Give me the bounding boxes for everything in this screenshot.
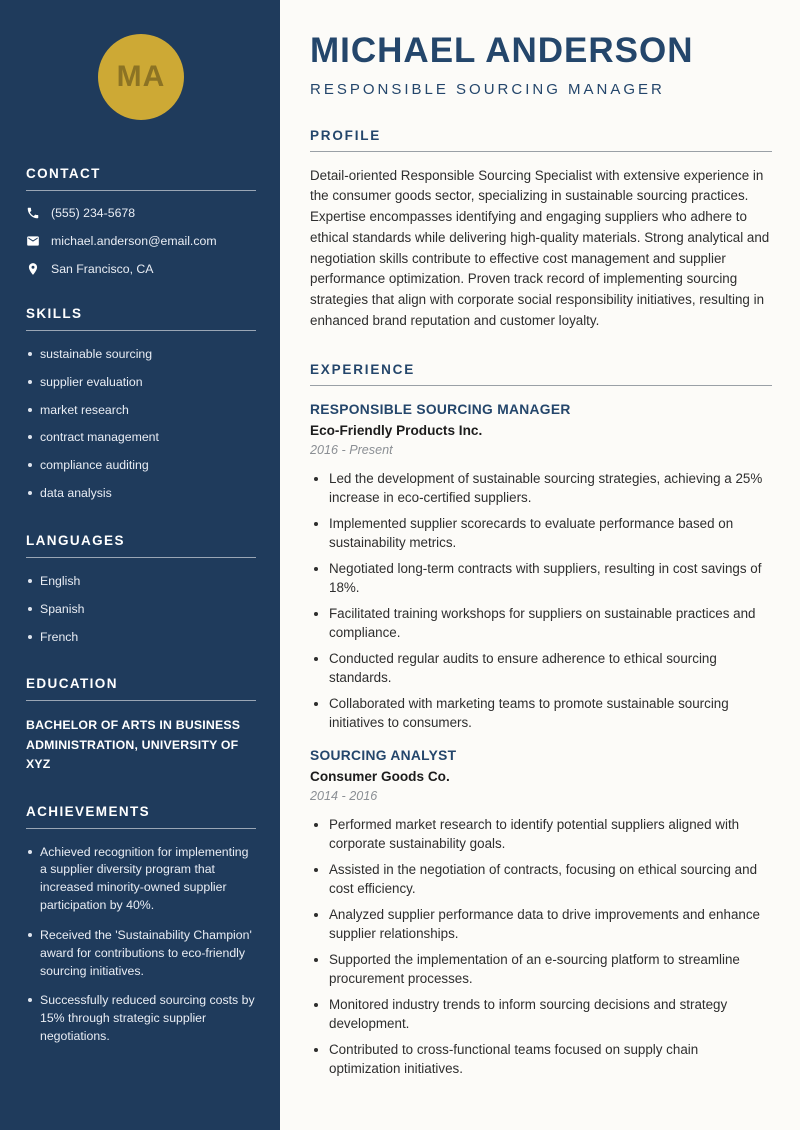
- achievement-item: Successfully reduced sourcing costs by 15% through strategic supplier negotiations.: [26, 992, 256, 1045]
- experience-bullet: • Led the development of sustainable sourcing strategies, achieving a 25% increase in eco-certified suppliers.: [329, 469, 772, 507]
- job-dates: 2014 - 2016: [310, 789, 378, 803]
- languages-list: [26, 573, 256, 646]
- person-title: RESPONSIBLE SOURCING MANAGER: [310, 80, 665, 98]
- achievements-section: [26, 804, 256, 1046]
- skills-list: [26, 346, 256, 503]
- contact-item-phone: [26, 206, 256, 220]
- experience-bullet: • Conducted regular audits to ensure adherence to ethical sourcing standards.: [329, 649, 772, 687]
- email-text: michael.anderson@email.com: [51, 234, 217, 248]
- phone-text: (555) 234-5678: [51, 206, 136, 220]
- language-item: French: [26, 629, 256, 647]
- email-icon: [26, 234, 40, 248]
- skill-item: market research: [26, 402, 256, 420]
- skill-item: data analysis: [26, 485, 256, 503]
- education-degree: BACHELOR OF ARTS IN BUSINESS ADMINISTRATION, UNIVERSITY OF XYZ: [26, 718, 241, 771]
- phone-icon: [26, 206, 40, 220]
- skill-item: sustainable sourcing: [26, 346, 256, 364]
- job-company: Eco-Friendly Products Inc.: [310, 422, 483, 438]
- education-heading: EDUCATION: [26, 676, 256, 701]
- skill-item: compliance auditing: [26, 457, 256, 475]
- job-title: RESPONSIBLE SOURCING MANAGER: [310, 401, 571, 417]
- skills-section: [26, 306, 256, 503]
- contact-item-location: [26, 262, 256, 276]
- achievement-item: Achieved recognition for implementing a supplier diversity program that increased minority-owned supplier participation by 40%.: [26, 844, 256, 915]
- experience-bullet: • Implemented supplier scorecards to evaluate performance based on sustainability metrics.: [329, 514, 772, 552]
- profile-heading: PROFILE: [310, 127, 382, 143]
- section-divider: [310, 151, 772, 152]
- language-item: Spanish: [26, 601, 256, 619]
- experience-bullet: • Facilitated training workshops for suppliers on sustainable practices and compliance.: [329, 604, 772, 642]
- section-divider: [310, 385, 772, 386]
- location-text: San Francisco, CA: [51, 262, 154, 276]
- experience-bullet: • Analyzed supplier performance data to drive improvements and enhance supplier relationships.: [329, 905, 772, 943]
- profile-text: Detail-oriented Responsible Sourcing Specialist with extensive experience in the consumer goods sector, specializing in sustainable sourcing practices. Expertise encompasses identifying and engaging suppliers who adhere to ethical standards while delivering high-quality materials. Strong analytical and negotiation skills contribute to effective cost management and supplier performance optimization. Proven track record of implementing sourcing strategies that align with corporate social responsibility initiatives, resulting in enhanced brand reputation and customer loyalty.: [310, 167, 770, 328]
- experience-bullet: • Collaborated with marketing teams to promote sustainable sourcing initiatives to consumers.: [329, 694, 772, 732]
- experience-bullet: • Monitored industry trends to inform sourcing decisions and strategy development.: [329, 995, 772, 1033]
- language-item: English: [26, 573, 256, 591]
- avatar-initials: MA: [116, 60, 166, 93]
- skill-item: supplier evaluation: [26, 374, 256, 392]
- job-bullets: [310, 469, 772, 732]
- resume-main: [280, 0, 800, 1130]
- skill-item: contract management: [26, 429, 256, 447]
- job-bullets: [310, 815, 772, 1078]
- achievements-heading: ACHIEVEMENTS: [26, 804, 256, 829]
- achievement-item: Received the 'Sustainability Champion' award for contributions to eco-friendly sourcing initiatives.: [26, 927, 256, 980]
- job-title: SOURCING ANALYST: [310, 748, 457, 763]
- contact-item-email: [26, 234, 256, 248]
- experience-bullet: • Performed market research to identify potential suppliers aligned with corporate sustainability goals.: [329, 815, 772, 853]
- languages-heading: LANGUAGES: [26, 533, 256, 558]
- person-name: MICHAEL ANDERSON: [310, 31, 694, 70]
- languages-section: [26, 533, 256, 646]
- job-company: Consumer Goods Co.: [310, 769, 450, 784]
- education-section: [26, 676, 256, 773]
- experience-bullet: • Contributed to cross-functional teams focused on supply chain optimization initiatives.: [329, 1040, 772, 1078]
- job-entry: [310, 402, 772, 732]
- avatar: [98, 34, 184, 120]
- experience-bullet: • Negotiated long-term contracts with suppliers, resulting in cost savings of 18%.: [329, 559, 772, 597]
- location-icon: [26, 262, 40, 276]
- experience-bullet: • Assisted in the negotiation of contracts, focusing on ethical sourcing and cost efficiency.: [329, 860, 772, 898]
- experience-bullet: • Supported the implementation of an e-sourcing platform to streamline procurement processes.: [329, 950, 772, 988]
- sidebar: [0, 0, 280, 1130]
- contact-section: [26, 166, 256, 276]
- contact-heading: CONTACT: [26, 166, 256, 191]
- experience-heading: EXPERIENCE: [310, 361, 416, 377]
- achievements-list: [26, 844, 256, 1046]
- job-entry: [310, 748, 772, 1078]
- skills-heading: SKILLS: [26, 306, 256, 331]
- job-dates: 2016 - Present: [310, 442, 393, 457]
